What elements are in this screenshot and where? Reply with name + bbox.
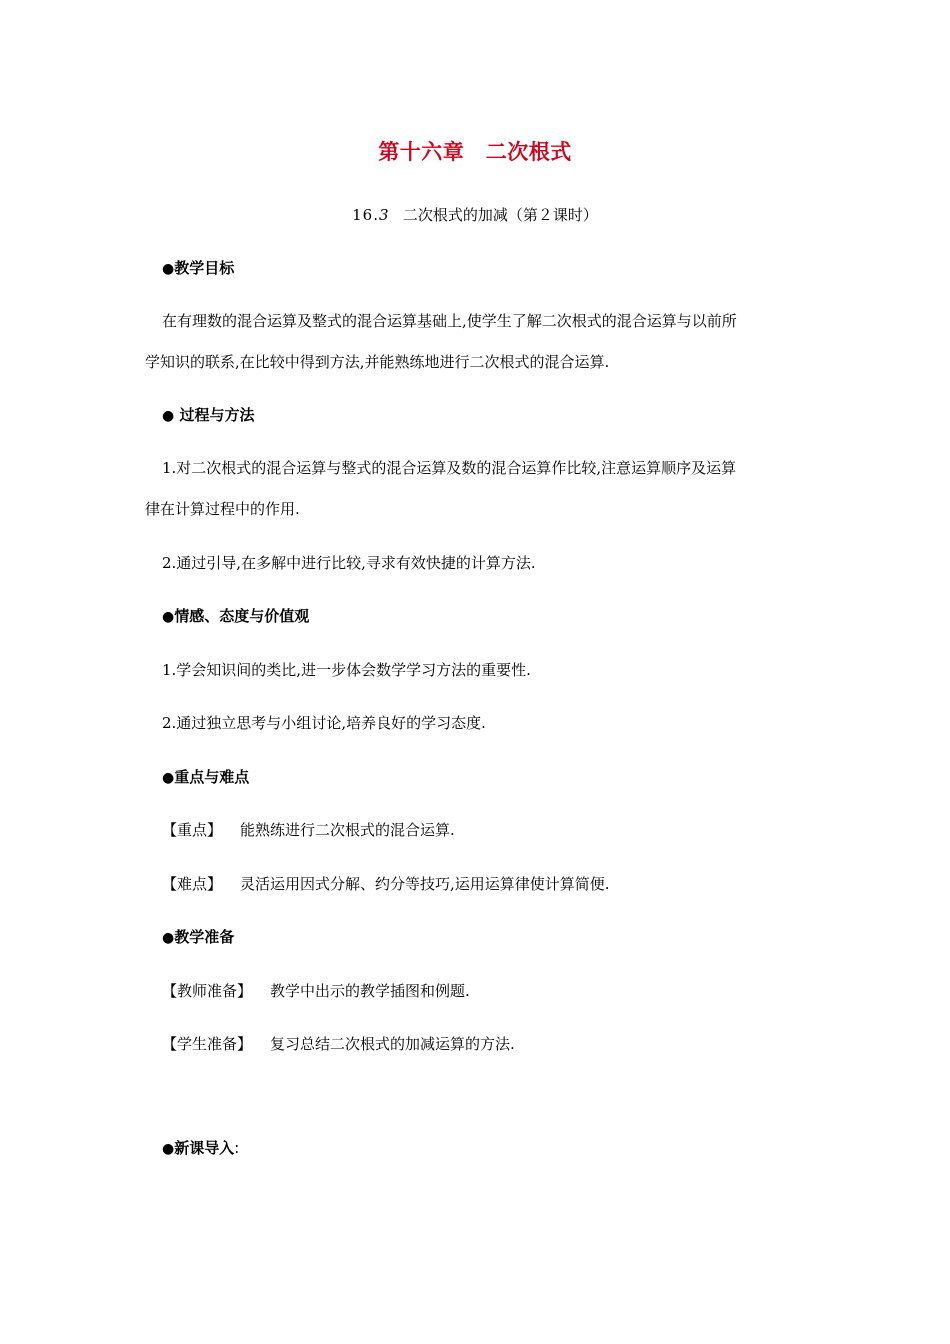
key-point-row [162, 820, 455, 840]
key-point-text: 能熟练进行二次根式的混合运算. [240, 821, 455, 839]
heading-text: 新课导入 [174, 1139, 235, 1157]
lesson-subtitle [0, 205, 950, 225]
bullet-icon: ● [162, 930, 175, 946]
bullet-icon: ● [162, 1141, 175, 1157]
bullet-icon: ● [162, 609, 175, 625]
attitude-item-2: 2.通过独立思考与小组讨论,培养良好的学习态度. [162, 714, 486, 732]
goals-paragraph-line-2: 学知识的联系,在比较中得到方法,并能熟练地进行二次根式的混合运算. [145, 353, 610, 371]
heading-colon: : [234, 1139, 240, 1157]
heading-text: 情感、态度与价值观 [174, 607, 310, 625]
student-preparation-row [162, 1034, 515, 1054]
chapter-title: 第十六章 二次根式 [378, 140, 572, 164]
section-heading-goals [162, 258, 234, 279]
lesson-number: 16. [352, 206, 379, 224]
bullet-icon: ● [162, 770, 175, 786]
heading-text: 重点与难点 [174, 768, 250, 786]
heading-text: 过程与方法 [174, 406, 255, 424]
teacher-preparation-label: 【教师准备】 [162, 982, 253, 1000]
teacher-preparation-row [162, 981, 470, 1001]
student-preparation-label: 【学生准备】 [162, 1035, 253, 1053]
process-item-1-line-2: 律在计算过程中的作用. [145, 500, 300, 518]
lesson-number-italic: 3 [378, 206, 389, 224]
section-heading-attitude [162, 606, 309, 627]
lesson-title: 二次根式的加减（第２课时） [402, 206, 598, 224]
process-item-2: 2.通过引导,在多解中进行比较,寻求有效快捷的计算方法. [162, 554, 536, 572]
heading-text: 教学准备 [174, 928, 235, 946]
attitude-item-1: 1.学会知识间的类比,进一步体会数学学习方法的重要性. [162, 661, 531, 679]
process-item-1-line-1: 1.对二次根式的混合运算与整式的混合运算及数的混合运算作比较,注意运算顺序及运算 [162, 459, 737, 477]
section-heading-preparation [162, 927, 234, 948]
teacher-preparation-text: 教学中出示的教学插图和例题. [270, 982, 470, 1000]
bullet-icon: ● [162, 261, 175, 277]
student-preparation-text: 复习总结二次根式的加减运算的方法. [270, 1035, 515, 1053]
section-heading-process [162, 405, 254, 426]
goals-paragraph-line-1: 在有理数的混合运算及整式的混合运算基础上,使学生了解二次根式的混合运算与以前所 [162, 312, 737, 330]
key-point-label: 【重点】 [162, 821, 223, 839]
bullet-icon: ● [162, 408, 175, 424]
difficult-point-row [162, 874, 610, 894]
section-heading-intro [162, 1138, 239, 1159]
difficult-point-text: 灵活运用因式分解、约分等技巧,运用运算律使计算简便. [240, 875, 610, 893]
section-heading-key-points [162, 767, 249, 788]
difficult-point-label: 【难点】 [162, 875, 223, 893]
heading-text: 教学目标 [174, 259, 235, 277]
